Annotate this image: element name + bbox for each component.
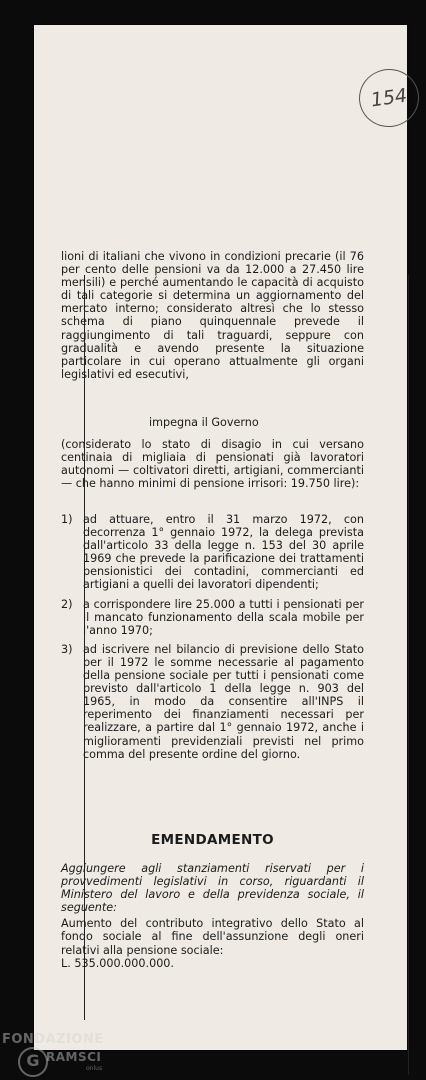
list-item <box>61 598 364 637</box>
list-item-text: ad attuare, entro il 31 marzo 1972, con decorrenza 1° gennaio 1972, la delega prevista dall'articolo 33 della legge n. 153 del 30 aprile 1969 che prevede la parificazione dei trattamenti pensionistici dei contadini, commercianti ed artigiani a quelli dei lavoratori dipendenti; <box>83 513 364 592</box>
page-number-stamp: 154 <box>355 65 422 131</box>
watermark-line1: FONDAZIONE <box>2 1032 104 1047</box>
list-item <box>61 513 364 592</box>
commitment-heading-text: impegna il Governo <box>149 416 259 429</box>
list-item-text: a corrispondere lire 25.000 a tutti i pensionati per il mancato funzionamento della scala mobile per l'anno 1970; <box>83 597 364 637</box>
watermark-g-logo: G <box>18 1047 48 1077</box>
paragraph-premises <box>61 250 364 381</box>
watermark-line3: onlus <box>86 1065 103 1072</box>
amendment-block <box>61 862 364 970</box>
amendment-intro: Aggiungere agli stanziamenti riservati per i provvedimenti legislativi in corso, riguardanti il Ministero del lavoro e della previdenza sociale, il seguente: <box>61 862 364 915</box>
fondazione-gramsci-watermark <box>2 1030 112 1076</box>
list-item-number: 2) <box>61 597 73 611</box>
commitment-list <box>61 513 364 767</box>
amendment-amount: L. 535.000.000.000. <box>61 956 174 970</box>
considered-text: (considerato lo stato di disagio in cui versano centinaia di migliaia di pensionati già lavoratori autonomi — coltivatori diretti, artigiani, commercianti — che hanno minimi di pensione irrisori: 19.750 lire): <box>61 438 364 491</box>
amendment-heading: EMENDAMENTO <box>151 832 274 848</box>
watermark-line2: RAMSCI <box>46 1050 102 1064</box>
amendment-text: Aumento del contributo integrativo dello Stato al fondo sociale al fine dell'assunzione degli oneri relativi alla pensione sociale: <box>61 917 364 957</box>
commitment-heading <box>61 416 364 429</box>
list-item <box>61 643 364 761</box>
list-item-number: 1) <box>61 513 73 526</box>
premises-text: lioni di italiani che vivono in condizioni precarie (il 76 per cento delle pensioni va da 12.000 a 27.450 lire mensili) e perché aumentando le capacità di acquisto di tali categorie si determina un aggiornamento del mercato interno; considerato altresì che lo stesso schema di piano quinquennale prevede il raggiungimento di tali traguardi, seppure con gradualità e avendo presente la situazione particolare in cui operano attualmente gli organi legislativi ed esecutivi, <box>61 250 364 381</box>
paragraph-considered <box>61 438 364 490</box>
right-margin-rule <box>408 275 409 1075</box>
list-item-text: ad iscrivere nel bilancio di previsione dello Stato per il 1972 le somme necessarie al pagamento della pensione sociale per tutti i pensionati come previsto dall'articolo 1 della legge n. 903 del 1965, in modo da consentire all'INPS il reperimento dei finanziamenti necessari per realizzare, a partire dal 1° gennaio 1972, anche i miglioramenti previdenziali previsti nel primo comma del presente ordine del giorno. <box>83 642 364 761</box>
list-item-number: 3) <box>61 642 73 656</box>
